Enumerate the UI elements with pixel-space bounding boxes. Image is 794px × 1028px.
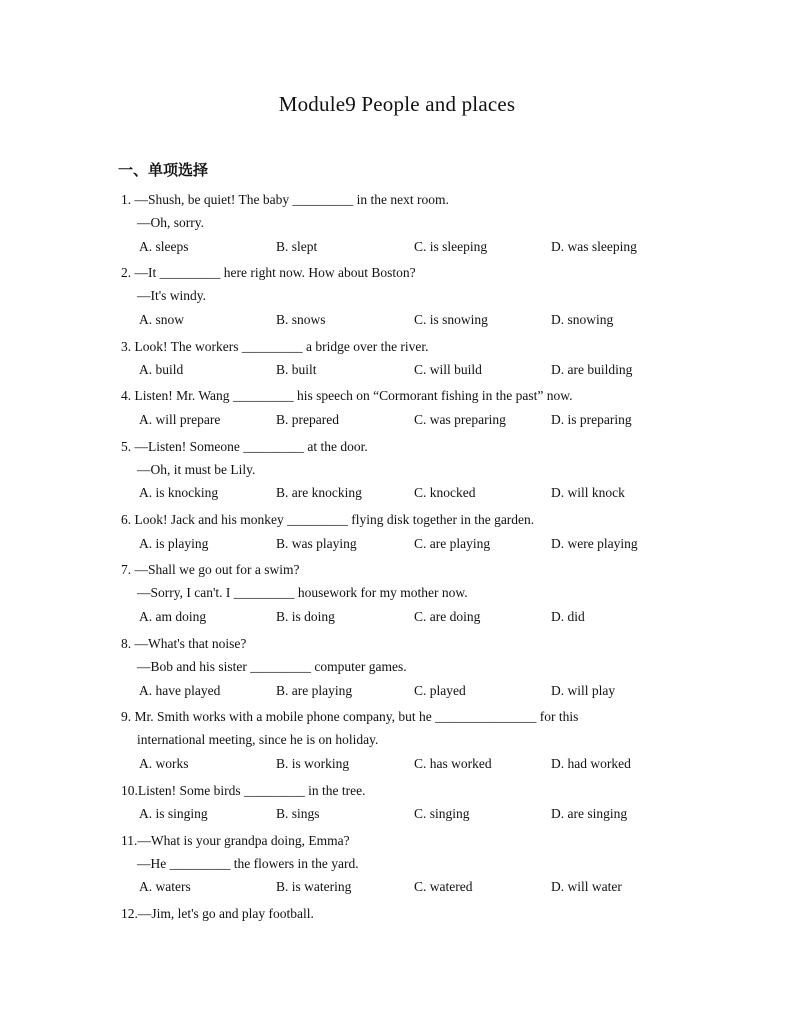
question-5-stem: 5. —Listen! Someone _________ at the door. xyxy=(121,439,368,454)
question-1-option-c: C. is sleeping xyxy=(414,239,488,254)
question-6-option-c: C. are playing xyxy=(414,536,491,551)
question-11-option-c: C. watered xyxy=(414,879,473,894)
question-2-option-d: D. snowing xyxy=(551,312,614,327)
question-10-option-c: C. singing xyxy=(414,806,470,821)
question-5-line-2: —Oh, it must be Lily. xyxy=(137,462,256,477)
section-heading: 一、单项选择 xyxy=(118,161,209,179)
question-9-line-2: international meeting, since he is on holiday. xyxy=(137,732,379,747)
question-9-stem: 9. Mr. Smith works with a mobile phone company, but he _______________ for this xyxy=(121,709,579,724)
question-7-option-a: A. am doing xyxy=(139,609,207,624)
question-10-option-d: D. are singing xyxy=(551,806,628,821)
question-2-option-c: C. is snowing xyxy=(414,312,488,327)
question-11-option-a: A. waters xyxy=(139,879,191,894)
question-11-stem: 11.—What is your grandpa doing, Emma? xyxy=(121,833,350,848)
question-9-option-c: C. has worked xyxy=(414,756,492,771)
question-3-option-a: A. build xyxy=(139,362,184,377)
question-1-option-d: D. was sleeping xyxy=(551,239,637,254)
question-10-stem: 10.Listen! Some birds _________ in the tree. xyxy=(121,783,366,798)
question-3-stem: 3. Look! The workers _________ a bridge over the river. xyxy=(121,339,429,354)
question-4-stem: 4. Listen! Mr. Wang _________ his speech on “Cormorant fishing in the past” now. xyxy=(121,388,573,403)
question-5-option-d: D. will knock xyxy=(551,485,625,500)
question-8-line-2: —Bob and his sister _________ computer games. xyxy=(137,659,407,674)
question-2-option-a: A. snow xyxy=(139,312,185,327)
question-4-option-b: B. prepared xyxy=(276,412,339,427)
question-1-line-2: —Oh, sorry. xyxy=(137,215,204,230)
question-11-option-b: B. is watering xyxy=(276,879,352,894)
question-2-stem: 2. —It _________ here right now. How about Boston? xyxy=(121,265,416,280)
question-6-option-a: A. is playing xyxy=(139,536,209,551)
question-9-option-d: D. had worked xyxy=(551,756,631,771)
question-8-stem: 8. —What's that noise? xyxy=(121,636,247,651)
question-7-stem: 7. —Shall we go out for a swim? xyxy=(121,562,300,577)
question-1-option-b: B. slept xyxy=(276,239,318,254)
question-8-option-d: D. will play xyxy=(551,683,616,698)
question-5-option-b: B. are knocking xyxy=(276,485,362,500)
question-4-option-c: C. was preparing xyxy=(414,412,506,427)
question-3-option-c: C. will build xyxy=(414,362,482,377)
question-5-option-a: A. is knocking xyxy=(139,485,219,500)
question-10-option-a: A. is singing xyxy=(139,806,208,821)
question-3-option-d: D. are building xyxy=(551,362,633,377)
question-7-option-c: C. are doing xyxy=(414,609,481,624)
question-2-line-2: —It's windy. xyxy=(137,288,207,303)
question-2-option-b: B. snows xyxy=(276,312,326,327)
question-8-option-b: B. are playing xyxy=(276,683,353,698)
question-4-option-a: A. will prepare xyxy=(139,412,221,427)
question-6-option-b: B. was playing xyxy=(276,536,357,551)
question-5-option-c: C. knocked xyxy=(414,485,476,500)
question-9-option-b: B. is working xyxy=(276,756,350,771)
question-10-option-b: B. sings xyxy=(276,806,320,821)
question-7-option-b: B. is doing xyxy=(276,609,335,624)
question-6-option-d: D. were playing xyxy=(551,536,638,551)
question-9-option-a: A. works xyxy=(139,756,189,771)
page-title: Module9 People and places xyxy=(278,92,516,116)
question-7-option-d: D. did xyxy=(551,609,585,624)
question-12-stem: 12.—Jim, let's go and play football. xyxy=(121,906,314,921)
question-7-line-2: —Sorry, I can't. I _________ housework for my mother now. xyxy=(137,585,468,600)
question-11-line-2: —He _________ the flowers in the yard. xyxy=(137,856,359,871)
question-1-stem: 1. —Shush, be quiet! The baby _________ in the next room. xyxy=(121,192,449,207)
question-6-stem: 6. Look! Jack and his monkey _________ flying disk together in the garden. xyxy=(121,512,535,527)
question-8-option-a: A. have played xyxy=(139,683,221,698)
question-11-option-d: D. will water xyxy=(551,879,622,894)
question-8-option-c: C. played xyxy=(414,683,466,698)
question-4-option-d: D. is preparing xyxy=(551,412,632,427)
question-3-option-b: B. built xyxy=(276,362,317,377)
question-1-option-a: A. sleeps xyxy=(139,239,189,254)
